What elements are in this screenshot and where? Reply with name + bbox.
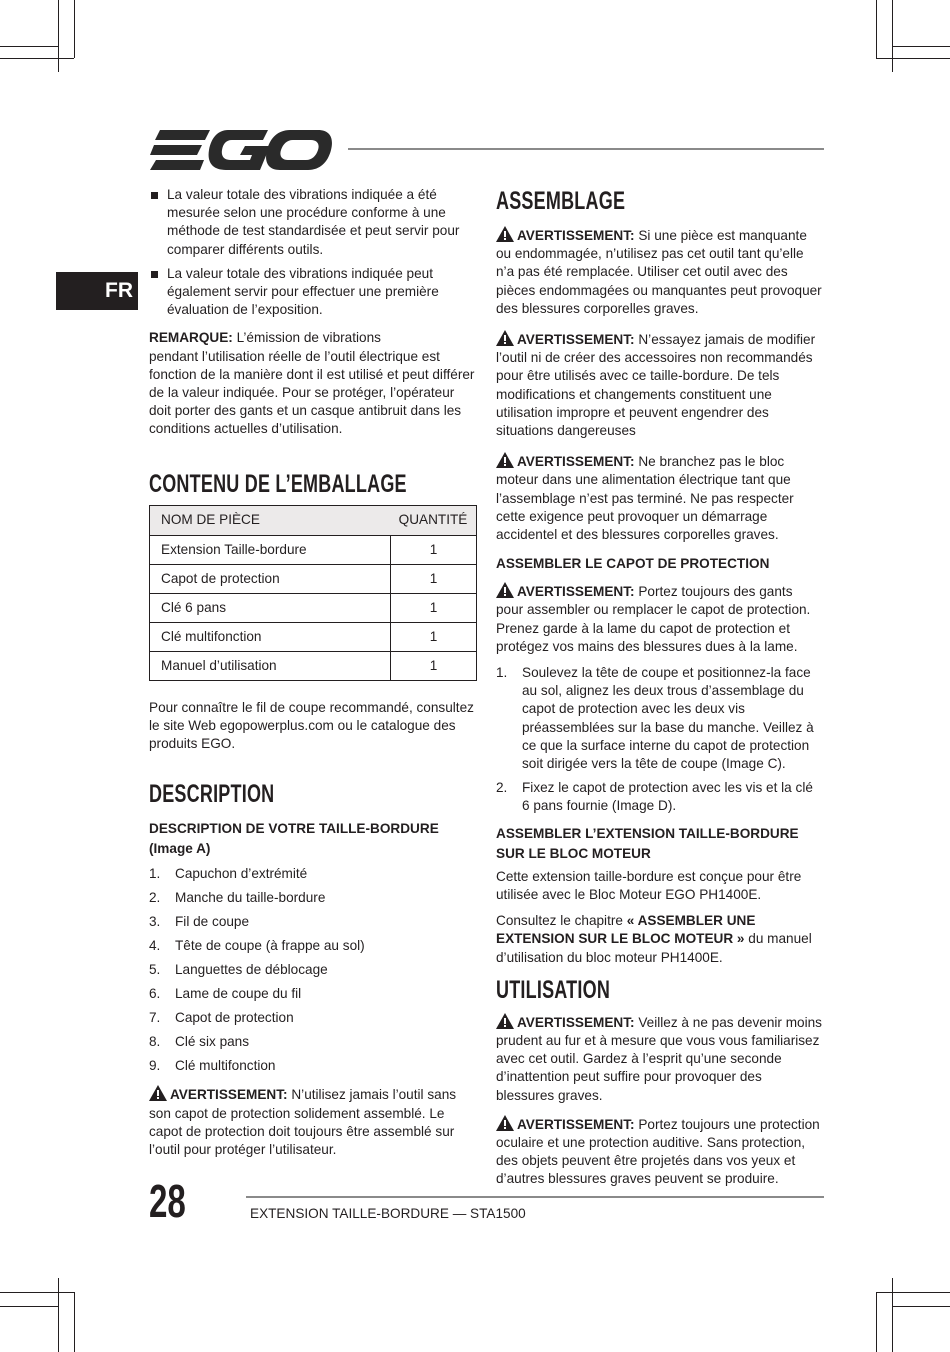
crop-mark — [892, 0, 893, 72]
crop-mark — [0, 46, 58, 47]
remark-label: REMARQUE: — [149, 330, 233, 346]
crop-mark — [892, 1306, 950, 1307]
crop-mark — [876, 1292, 950, 1293]
page-number: 28 — [149, 1175, 186, 1227]
crop-mark — [892, 1278, 893, 1352]
list-item: 1. Soulevez la tête de coupe et positionnez-la face au sol, alignez les deux trous d’assemblage du capot de protection avec les deux vis préassemblées sur la base du manche. Veillez à ce que la surface interne du capot de protection soit dirigée vers la tête de coupe (Image C). — [496, 665, 814, 772]
warning-icon — [496, 452, 514, 468]
crop-mark — [0, 1292, 74, 1293]
crop-mark — [74, 1292, 75, 1352]
warning — [149, 1085, 477, 1159]
crop-mark — [58, 1278, 59, 1352]
crop-mark — [876, 1292, 877, 1352]
remark-text: pendant l’utilisation réelle de l’outil électrique est fonction de la manière dont il est utilisé et peut différer de la valeur indiquée. Pour se protéger, l’opérateur doit porter des gants et un casque antibruit dans les conditions actuelles d’utilisation. — [149, 348, 475, 437]
list-item: La valeur totale des vibrations indiquée peut également servir pour effectuer une première évaluation de l’exposition. — [149, 265, 477, 320]
guard-steps — [496, 664, 822, 816]
extension-reference: Consultez le chapitre « ASSEMBLER UNE EXTENSION SUR LE BLOC MOTEUR » du manuel d’utilisation du bloc moteur PH1400E. — [496, 913, 812, 965]
table-row — [150, 564, 476, 593]
warning-icon — [496, 1013, 514, 1029]
package-table — [149, 505, 477, 681]
list-item: La valeur totale des vibrations indiquée a été mesurée selon une procédure conforme à une méthode de test standardisée et peut servir pour comparer différents outils. — [149, 186, 477, 259]
part-name: Clé 6 pans — [161, 599, 226, 615]
list-item: 4. Tête de coupe (à frappe au sol) — [149, 938, 365, 954]
header-part-name: NOM DE PIÈCE — [161, 512, 260, 528]
warning-icon — [496, 1115, 514, 1131]
crop-mark — [876, 58, 950, 59]
list-item: 2. Fixez le capot de protection avec les vis et la clé 6 pans fournie (Image D). — [496, 780, 813, 814]
list-item: 2. Manche du taille-bordure — [149, 890, 326, 906]
warning: AVERTISSEMENT: Portez toujours des gants pour assembler ou remplacer le capot de protection. Prenez garde à la lame du capot de protection et protégez vos mains des blessures dues à la lame. — [496, 584, 811, 654]
crop-mark — [876, 0, 877, 58]
right-column — [496, 186, 822, 1197]
table-row — [150, 622, 476, 651]
part-name: Capot de protection — [161, 570, 280, 586]
warning-icon — [149, 1085, 167, 1101]
list-item: 7. Capot de protection — [149, 1010, 294, 1026]
list-item: 1. Capuchon d’extrémité — [149, 866, 308, 882]
part-name: Extension Taille-bordure — [161, 541, 307, 557]
part-qty: 1 — [390, 652, 476, 680]
table-header — [150, 506, 476, 535]
list-item: 6. Lame de coupe du fil — [149, 986, 302, 1002]
part-qty: 1 — [390, 565, 476, 593]
warning: AVERTISSEMENT: Veillez à ne pas devenir moins prudent au fur et à mesure que vous vous familiarisez avec cet outil. Gardez à l’esprit qu’une seconde d’inattention peut suffire pour provoquer des blessures graves. — [496, 1014, 822, 1103]
part-qty: 1 — [390, 536, 476, 564]
warning: AVERTISSEMENT: N’essayez jamais de modifier l’outil ni de créer des accessoires non recommandés pour être utilisés avec ce taille-bordure. De tels modifications et changements constituent une utilisation impropre et peuvent engendrer des situations dangereuses — [496, 332, 816, 439]
extension-heading: ASSEMBLER L’EXTENSION TAILLE-BORDURE SUR LE BLOC MOTEUR — [496, 825, 799, 861]
part-name: Clé multifonction — [161, 628, 262, 644]
crop-mark — [58, 0, 59, 72]
part-qty: 1 — [390, 623, 476, 651]
list-item: 8. Clé six pans — [149, 1034, 250, 1050]
warning-icon — [496, 226, 514, 242]
part-name: Manuel d’utilisation — [161, 657, 277, 673]
header-quantity: QUANTITÉ — [398, 512, 468, 528]
description-heading: DESCRIPTION — [149, 780, 275, 809]
package-heading: CONTENU DE L’EMBALLAGE — [149, 469, 407, 498]
remark — [149, 329, 477, 438]
list-item: 5. Languettes de déblocage — [149, 962, 328, 978]
footer-title: EXTENSION TAILLE-BORDURE — STA1500 — [250, 1206, 526, 1221]
crop-mark — [74, 0, 75, 58]
line-note: Pour connaître le fil de coupe recommandé, consultez le site Web egopowerplus.com ou le catalogue des produits EGO. — [149, 699, 474, 752]
header-rule — [348, 148, 824, 150]
ego-logo — [150, 128, 332, 172]
warning-icon — [496, 330, 514, 346]
warning-icon — [496, 582, 514, 598]
description-subheading: DESCRIPTION DE VOTRE TAILLE-BORDURE (Image A) — [149, 821, 439, 857]
table-row — [150, 535, 476, 564]
language-tab: FR — [56, 272, 138, 310]
left-column — [149, 186, 477, 1167]
extension-text: Cette extension taille-bordure est conçue pour être utilisée avec le Bloc Moteur EGO PH1400E. — [496, 868, 802, 902]
list-item: 3. Fil de coupe — [149, 914, 250, 930]
list-item: 9. Clé multifonction — [149, 1058, 276, 1074]
remark-text: L’émission de vibrations — [232, 330, 381, 346]
footer-rule — [246, 1196, 824, 1198]
crop-mark — [0, 1306, 58, 1307]
assembly-heading: ASSEMBLAGE — [496, 187, 626, 215]
vibration-bullets — [149, 186, 477, 319]
table-row — [150, 593, 476, 622]
warning-text: N’utilisez jamais l’outil sans son capot de protection solidement assemblé. Le capot de protection doit toujours être assemblé sur l’outil pour protéger l’utilisateur. — [149, 1087, 457, 1158]
crop-mark — [892, 46, 950, 47]
table-row — [150, 651, 476, 680]
warning-label: AVERTISSEMENT: — [170, 1087, 288, 1103]
warning: AVERTISSEMENT: Portez toujours une protection oculaire et une protection auditive. Sans protection, des objets peuvent être projetés dans vos yeux et d’autres blessures graves peuvent se produire. — [496, 1116, 820, 1187]
part-qty: 1 — [390, 594, 476, 622]
warning: AVERTISSEMENT: Si une pièce est manquante ou endommagée, n’utilisez pas cet outil tant qu’elle n’a pas été remplacée. Utiliser cet outil avec des pièces endommagées ou manquantes peut provoquer des blessures corporelles graves. — [496, 228, 822, 316]
guard-heading: ASSEMBLER LE CAPOT DE PROTECTION — [496, 556, 770, 572]
crop-mark — [0, 58, 74, 59]
use-heading: UTILISATION — [496, 975, 611, 1004]
description-list — [149, 865, 477, 1075]
warning: AVERTISSEMENT: Ne branchez pas le bloc moteur dans une alimentation électrique tant que l’assemblage n’est pas terminé. Ne pas respecter cette exigence peut provoquer un démarrage accidentel et des blessures corporelles graves. — [496, 454, 794, 543]
